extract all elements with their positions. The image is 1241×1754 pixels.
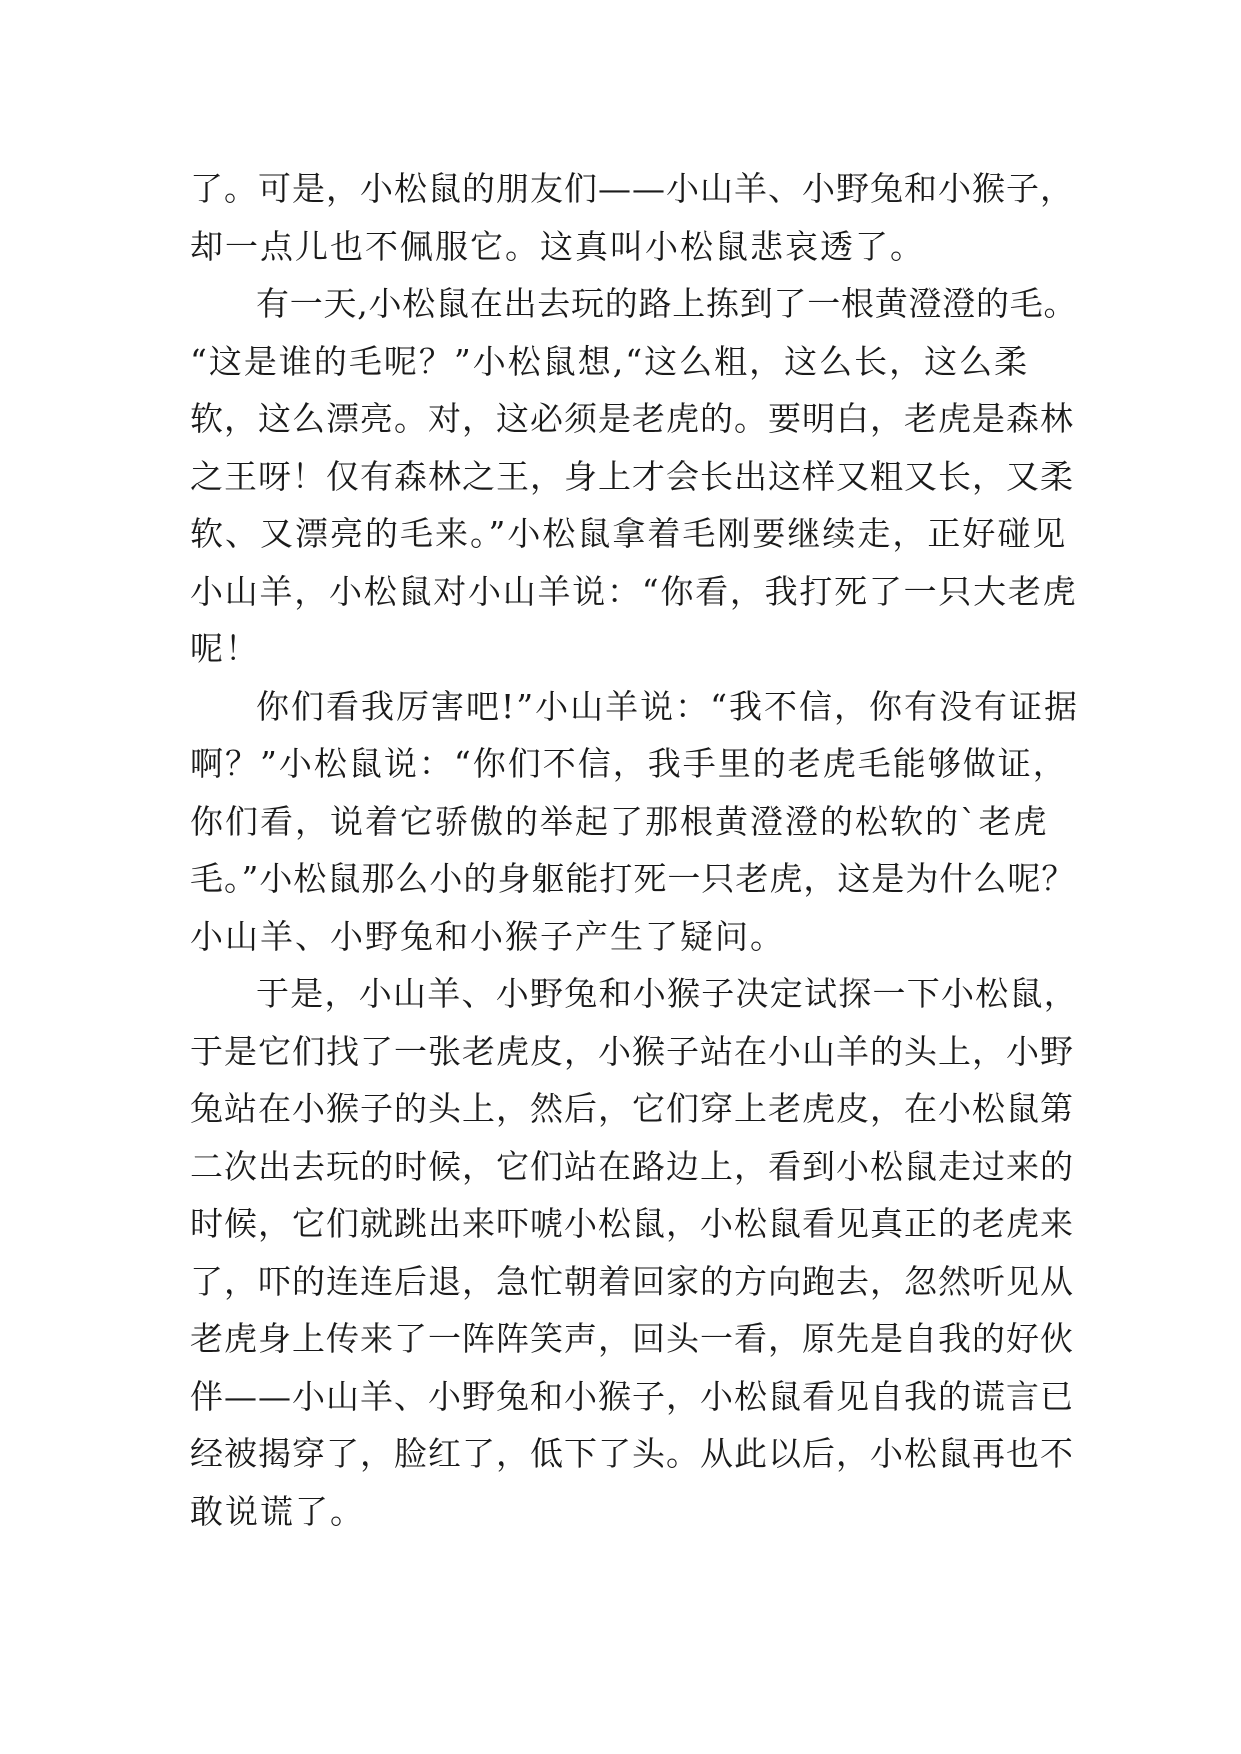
text-line: 于是，小山羊、小野兔和小猴子决定试探一下小松鼠， xyxy=(256,974,1078,1013)
text-line: 二次出去玩的时候，它们站在路边上，看到小松鼠走过来的 xyxy=(190,1146,1074,1186)
text-line: 了，吓的连连后退，急忙朝着回家的方向跑去，忽然听见从 xyxy=(190,1261,1074,1301)
text-line: 小山羊、小野兔和小猴子产生了疑问。 xyxy=(190,916,785,956)
text-line: 软、又漂亮的毛来。”小松鼠拿着毛刚要继续走，正好碰见 xyxy=(190,514,1068,553)
text-line: 兔站在小猴子的头上，然后，它们穿上老虎皮，在小松鼠第 xyxy=(190,1089,1074,1128)
text-line: 软，这么漂亮。对，这必须是老虎的。要明白，老虎是森林 xyxy=(190,399,1074,438)
text-line: 有一天,小松鼠在出去玩的路上拣到了一根黄澄澄的毛。 xyxy=(256,284,1078,323)
text-line: 小山羊，小松鼠对小山羊说：“你看，我打死了一只大老虎 xyxy=(190,571,1078,611)
text-line: 老虎身上传来了一阵阵笑声，回头一看，原先是自我的好伙 xyxy=(190,1319,1074,1358)
text-line: 敢说谎了。 xyxy=(190,1491,365,1531)
text-line: 之王呀！仅有森林之王，身上才会长出这样又粗又长，又柔 xyxy=(190,456,1074,496)
text-line: 却一点儿也不佩服它。这真叫小松鼠悲哀透了。 xyxy=(190,226,925,266)
text-line: 了。可是，小松鼠的朋友们——小山羊、小野兔和小猴子， xyxy=(190,169,1074,208)
text-line: 呢！ xyxy=(190,629,260,668)
text-line: 你们看，说着它骄傲的举起了那根黄澄澄的松软的`老虎 xyxy=(190,801,1049,841)
text-line: 伴——小山羊、小野兔和小猴子，小松鼠看见自我的谎言已 xyxy=(190,1376,1074,1416)
text-line: “这是谁的毛呢？”小松鼠想,“这么粗，这么长，这么柔 xyxy=(190,341,1030,381)
story-text xyxy=(190,160,1080,1540)
text-line: 毛。”小松鼠那么小的身躯能打死一只老虎，这是为什么呢？ xyxy=(190,859,1076,898)
text-line: 经被揭穿了，脸红了，低下了头。从此以后，小松鼠再也不 xyxy=(190,1434,1074,1473)
text-line: 啊？”小松鼠说：“你们不信，我手里的老虎毛能够做证， xyxy=(190,744,1068,783)
text-line: 时候，它们就跳出来吓唬小松鼠，小松鼠看见真正的老虎来 xyxy=(190,1204,1074,1243)
text-line: 你们看我厉害吧!”小山羊说：“我不信，你有没有证据 xyxy=(256,686,1080,726)
text-line: 于是它们找了一张老虎皮，小猴子站在小山羊的头上，小野 xyxy=(190,1031,1074,1071)
